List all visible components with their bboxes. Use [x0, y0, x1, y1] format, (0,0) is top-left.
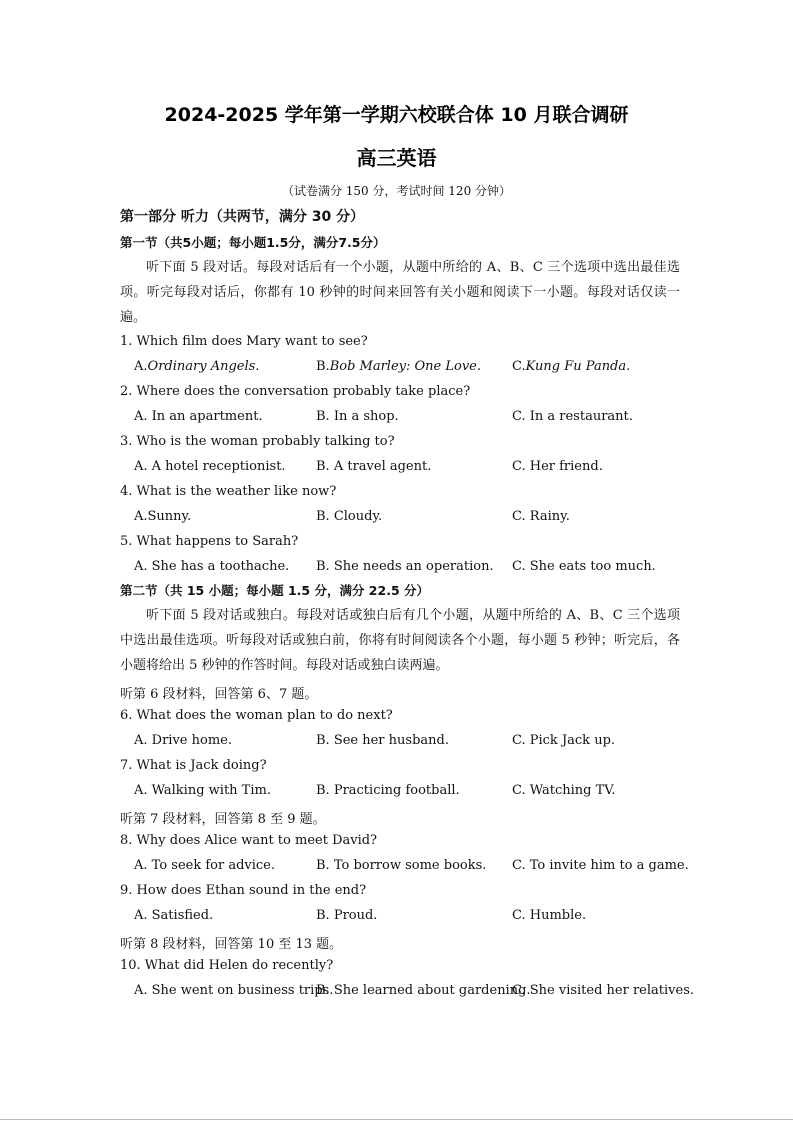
material-6-note: 听第 6 段材料，回答第 6、7 题。 — [120, 687, 318, 702]
q5-option-b: B. She needs an operation. — [316, 559, 494, 574]
question-9: 9. How does Ethan sound in the end? — [120, 883, 367, 898]
question-7: 7. What is Jack doing? — [120, 758, 267, 773]
question-1: 1. Which film does Mary want to see? — [120, 334, 368, 349]
q5-option-a: A. She has a toothache. — [134, 559, 290, 574]
material-8-note: 听第 8 段材料，回答第 10 至 13 题。 — [120, 937, 343, 952]
q2-option-a: A. In an apartment. — [134, 409, 263, 424]
q2-option-b: B. In a shop. — [316, 409, 399, 424]
q5-option-c: C. She eats too much. — [512, 559, 656, 574]
question-5: 5. What happens to Sarah? — [120, 534, 299, 549]
q7-option-b: B. Practicing football. — [316, 783, 460, 798]
q6-option-c: C. Pick Jack up. — [512, 733, 616, 748]
question-4: 4. What is the weather like now? — [120, 484, 337, 499]
q6-option-b: B. See her husband. — [316, 733, 449, 748]
question-8: 8. Why does Alice want to meet David? — [120, 833, 378, 848]
q4-option-a: A.Sunny. — [134, 509, 192, 524]
q10-option-b: B. She learned about gardening. — [316, 983, 531, 998]
section2-heading: 第二节（共 15 小题；每小题 1.5 分，满分 22.5 分） — [120, 583, 429, 598]
q9-option-b: B. Proud. — [316, 908, 378, 923]
q4-option-c: C. Rainy. — [512, 509, 570, 524]
q4-option-b: B. Cloudy. — [316, 509, 383, 524]
q3-option-a: A. A hotel receptionist. — [134, 459, 286, 474]
q8-option-b: B. To borrow some books. — [316, 858, 487, 873]
material-7-note: 听第 7 段材料，回答第 8 至 9 题。 — [120, 812, 326, 827]
section1-heading: 第一节（共5小题；每小题1.5分，满分7.5分） — [120, 235, 386, 250]
q1-option-a: A.Ordinary Angels. — [134, 359, 260, 374]
section1-instructions: 听下面 5 段对话。每段对话后有一个小题，从题中所给的 A、B、C 三个选项中选出最佳选项。听完每段对话后，你都有 10 秒钟的时间来回答有关小题和阅读下一小题。每段对话仅读一遍。 — [120, 260, 680, 325]
exam-title: 2024-2025 学年第一学期六校联合体 10 月联合调研 — [164, 104, 629, 126]
q9-option-c: C. Humble. — [512, 908, 587, 923]
part1-heading: 第一部分 听力（共两节，满分 30 分） — [120, 209, 365, 225]
q3-option-c: C. Her friend. — [512, 459, 603, 474]
q10-option-a: A. She went on business trips. — [134, 983, 334, 998]
q1-option-c: C.Kung Fu Panda. — [512, 359, 631, 374]
section2-instructions: 听下面 5 段对话或独白。每段对话或独白后有几个小题，从题中所给的 A、B、C 三个选项中选出最佳选项。听每段对话或独白前，你将有时间阅读各个小题，每小题 5 秒钟；听完后，各小题将给出 5 秒钟的作答时间。每段对话或独白读两遍。 — [120, 608, 680, 673]
q1-option-b: B.Bob Marley: One Love. — [316, 359, 481, 374]
q9-option-a: A. Satisfied. — [134, 908, 214, 923]
page-bottom-rule — [0, 1119, 793, 1120]
q8-option-c: C. To invite him to a game. — [512, 858, 689, 873]
q3-option-b: B. A travel agent. — [316, 459, 432, 474]
q7-option-a: A. Walking with Tim. — [134, 783, 271, 798]
q10-option-c: C. She visited her relatives. — [512, 983, 695, 998]
q6-option-a: A. Drive home. — [134, 733, 232, 748]
exam-note: （试卷满分 150 分，考试时间 120 分钟） — [281, 184, 512, 198]
question-2: 2. Where does the conversation probably take place? — [120, 384, 471, 399]
question-3: 3. Who is the woman probably talking to? — [120, 434, 395, 449]
question-10: 10. What did Helen do recently? — [120, 958, 334, 973]
question-6: 6. What does the woman plan to do next? — [120, 708, 393, 723]
q7-option-c: C. Watching TV. — [512, 783, 616, 798]
q2-option-c: C. In a restaurant. — [512, 409, 633, 424]
q8-option-a: A. To seek for advice. — [134, 858, 276, 873]
subject-title: 高三英语 — [356, 146, 437, 170]
